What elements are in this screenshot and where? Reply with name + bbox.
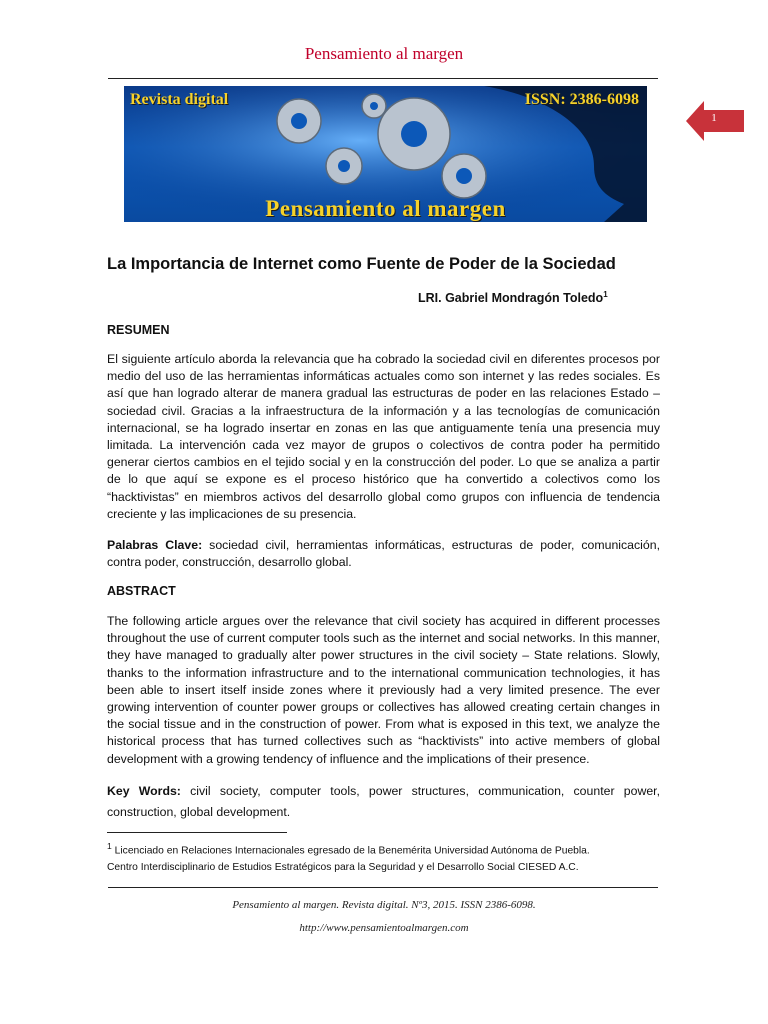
author-name: LRI. Gabriel Mondragón Toledo xyxy=(418,291,604,306)
resumen-paragraph: El siguiente artículo aborda la relevancia que ha cobrado la sociedad civil en diferentes procesos por medio del uso de las herramientas informáticas actuales como son internet y las redes sociales. Es así que han logrado alterar de manera gradual las estructuras de poder en las relaciones Estado – sociedad civil. Gracias a la infraestructura de la información y a las tecnologías de comunicación internacional, se ha logrado insertar en zonas en las que antiguamente tenía una presencia muy limitada. La intervención cada vez mayor de grupos o colectivos de contra poder ha permitido generar ciertos cambios en el tejido social y en la construcción del poder. Lo que se analiza a partir de lo que aquí se expone es el proceso histórico que ha convertido a colectivos como los “hacktivistas” en miembros activos del desarrollo global como grupos con influencia de tendencia creciente y las implicaciones de su presencia. xyxy=(107,352,660,521)
keywords-label: Key Words: xyxy=(107,784,181,798)
article-author xyxy=(418,290,608,305)
footnote-line-1: Licenciado en Relaciones Internacionales egresado de la Benemérita Universidad Autónoma de Puebla. xyxy=(114,845,590,857)
abstract-heading: ABSTRACT xyxy=(107,584,176,598)
footnote xyxy=(107,838,667,876)
keywords-paragraph xyxy=(107,781,660,823)
footnote-number: 1 xyxy=(107,841,112,851)
footer-rule xyxy=(108,887,658,888)
footnote-line-2: Centro Interdisciplinario de Estudios Estratégicos para la Seguridad y el Desarrollo Social CIESED A.C. xyxy=(107,862,579,874)
palabras-clave-label: Palabras Clave: xyxy=(107,538,203,552)
journal-banner xyxy=(124,86,647,222)
abstract-paragraph: The following article argues over the relevance that civil society has acquired in different processes throughout the use of current computer tools such as the internet and social networks. In this manner, they have managed to gradually alter power structures in the civil society – State relations. Slowly, thanks to the information infrastructure and to the international communication technologies, it has been able to insert itself inside zones where it previously had a very limited presence. The ever growing intervention of counter power groups or collectives has allowed creating certain changes in the social tissue and in the construction of power. From what is exposed in this text, we analyze the historical process that has turned collectives such as “hacktivists” into active members of global development with a growing tendency of influence and the implications of their presence. xyxy=(107,614,660,766)
palabras-clave-paragraph xyxy=(107,537,660,571)
banner-journal-name: Pensamiento al margen xyxy=(265,196,506,221)
author-footnote-ref: 1 xyxy=(603,290,608,299)
article-title: La Importancia de Internet como Fuente de Poder de la Sociedad xyxy=(107,255,616,273)
footer-citation: Pensamiento al margen. Revista digital. Nº3, 2015. ISSN 2386-6098. xyxy=(232,899,536,911)
palabras-clave-text: sociedad civil, herramientas informáticas, estructuras de poder, comunicación, contra poder, construcción, desarrollo global. xyxy=(107,538,660,570)
running-header-title: Pensamiento al margen xyxy=(304,44,464,63)
banner-left-label: Revista digital xyxy=(130,91,229,108)
header-rule xyxy=(108,78,658,79)
resumen-heading: RESUMEN xyxy=(107,323,170,337)
page-number: 1 xyxy=(711,112,717,124)
banner-issn-label: ISSN: 2386-6098 xyxy=(524,91,639,108)
footer-url[interactable]: http://www.pensamientoalmargen.com xyxy=(299,922,469,934)
keywords-text: civil society, computer tools, power structures, communication, counter power, construction, global development. xyxy=(107,784,660,819)
footnote-rule xyxy=(107,832,287,833)
